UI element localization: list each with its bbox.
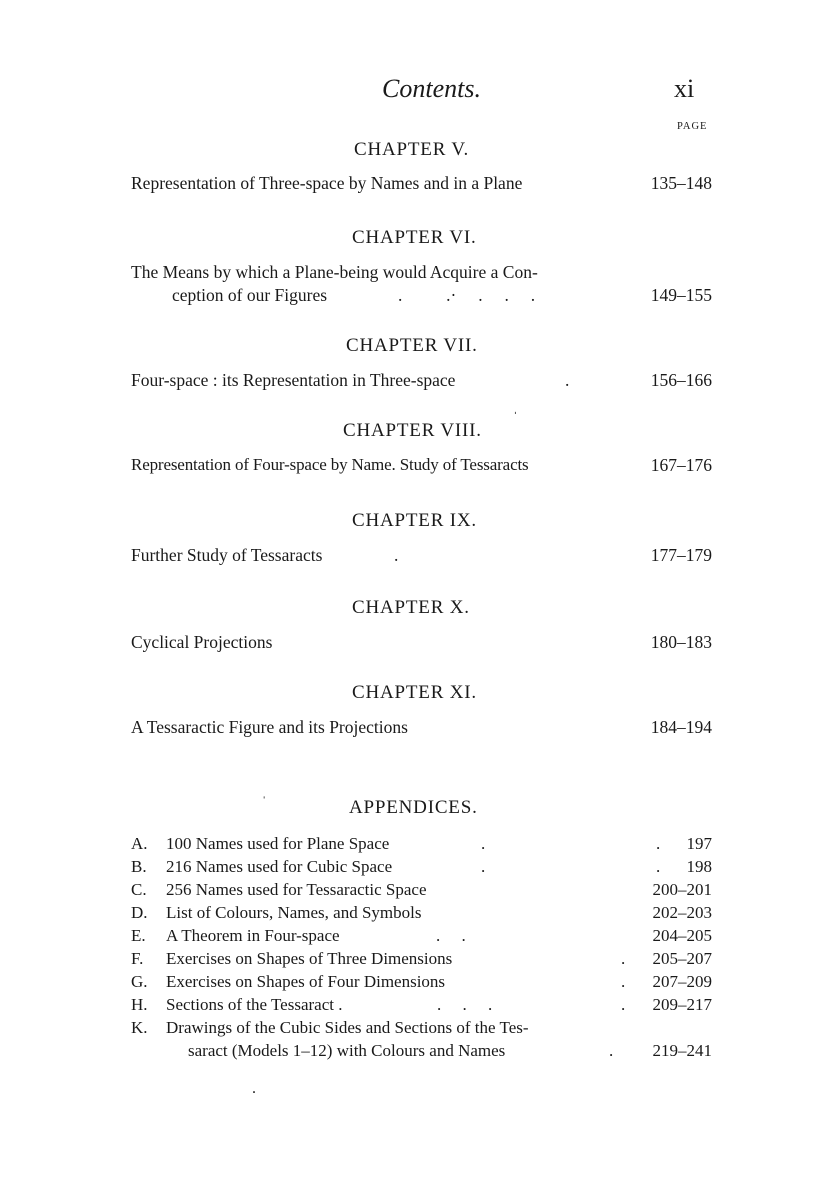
leader-dots: . xyxy=(609,1041,614,1060)
leader-dots: . xyxy=(481,834,486,853)
chapter-title: Four-space : its Representation in Three-space xyxy=(131,370,456,390)
appendix-letter: F. xyxy=(131,949,144,968)
appendix-letter: B. xyxy=(131,857,147,876)
chapter-pages: 135–148 xyxy=(650,173,712,193)
appendix-letter: A. xyxy=(131,834,148,853)
appendix-title-line-1: Drawings of the Cubic Sides and Sections of the Tes- xyxy=(166,1018,529,1037)
chapter-title: Further Study of Tessaracts xyxy=(131,545,323,565)
chapter-pages: 149–155 xyxy=(650,285,712,305)
chapter-title: A Tessaractic Figure and its Projections xyxy=(131,717,408,737)
appendix-letter: G. xyxy=(131,972,148,991)
appendix-title: 256 Names used for Tessaractic Space xyxy=(166,880,427,899)
chapter-pages: 177–179 xyxy=(650,545,712,565)
appendix-title: Sections of the Tessaract . xyxy=(166,995,343,1014)
appendix-pages: 209–217 xyxy=(652,995,712,1014)
appendix-letter: C. xyxy=(131,880,147,899)
appendix-title: List of Colours, Names, and Symbols xyxy=(166,903,422,922)
appendix-title: 100 Names used for Plane Space xyxy=(166,834,390,853)
appendix-title: A Theorem in Four-space xyxy=(166,926,340,945)
chapter-title-line-1: The Means by which a Plane-being would Acquire a Con- xyxy=(131,262,538,282)
page-column-label: PAGE xyxy=(677,121,708,132)
appendix-pages: 202–203 xyxy=(652,903,712,922)
appendix-pages: 200–201 xyxy=(652,880,712,899)
leader-dots: . xyxy=(621,949,626,968)
chapter-title: Representation of Four-space by Name. Study of Tessaracts xyxy=(131,455,529,474)
print-speck: ˌ xyxy=(513,400,518,415)
leader-dots: . . . xyxy=(437,995,493,1014)
chapter-heading: CHAPTER IX. xyxy=(352,510,477,531)
appendix-pages: 197 xyxy=(686,834,712,853)
leader-dots: . . xyxy=(436,926,466,945)
leader-dots: . .· . . . xyxy=(398,285,536,305)
leader-dots: . xyxy=(565,370,570,390)
appendix-pages: 205–207 xyxy=(652,949,712,968)
leader-dots: . xyxy=(621,995,626,1014)
leader-dots: . xyxy=(621,972,626,991)
appendix-title-line-2: saract (Models 1–12) with Colours and Names xyxy=(188,1041,506,1060)
chapter-heading: CHAPTER V. xyxy=(354,139,469,160)
leader-dots: . xyxy=(481,857,486,876)
appendix-pages: 219–241 xyxy=(652,1041,712,1060)
appendix-letter: E. xyxy=(131,926,146,945)
leader-dots: . xyxy=(394,545,399,565)
chapter-pages: 180–183 xyxy=(650,632,712,652)
appendices-heading: APPENDICES. xyxy=(349,797,478,818)
appendix-letter: K. xyxy=(131,1018,148,1037)
chapter-title-line-2: ception of our Figures xyxy=(172,285,328,305)
leader-dots: . xyxy=(656,834,661,853)
appendix-pages: 207–209 xyxy=(652,972,712,991)
appendix-title: Exercises on Shapes of Three Dimensions xyxy=(166,949,453,968)
appendix-pages: 198 xyxy=(686,857,712,876)
leader-dots: . xyxy=(656,857,661,876)
chapter-heading: CHAPTER X. xyxy=(352,597,470,618)
running-title: Contents. xyxy=(382,74,481,103)
chapter-heading: CHAPTER VIII. xyxy=(343,420,482,441)
chapter-title: Representation of Three-space by Names and in a Plane xyxy=(131,173,523,193)
chapter-pages: 156–166 xyxy=(650,370,712,390)
appendix-letter: D. xyxy=(131,903,148,922)
chapter-heading: CHAPTER XI. xyxy=(352,682,477,703)
appendix-letter: H. xyxy=(131,995,148,1014)
print-speck: ˈ xyxy=(261,795,266,810)
chapter-pages: 167–176 xyxy=(650,455,712,475)
chapter-heading: CHAPTER VII. xyxy=(346,335,478,356)
appendix-pages: 204–205 xyxy=(652,926,712,945)
page-number: xi xyxy=(674,74,695,103)
chapter-heading: CHAPTER VI. xyxy=(352,227,477,248)
appendix-title: Exercises on Shapes of Four Dimensions xyxy=(166,972,446,991)
appendix-title: 216 Names used for Cubic Space xyxy=(166,857,393,876)
chapter-pages: 184–194 xyxy=(650,717,712,737)
chapter-title: Cyclical Projections xyxy=(131,632,273,652)
print-speck: . xyxy=(252,1080,256,1097)
